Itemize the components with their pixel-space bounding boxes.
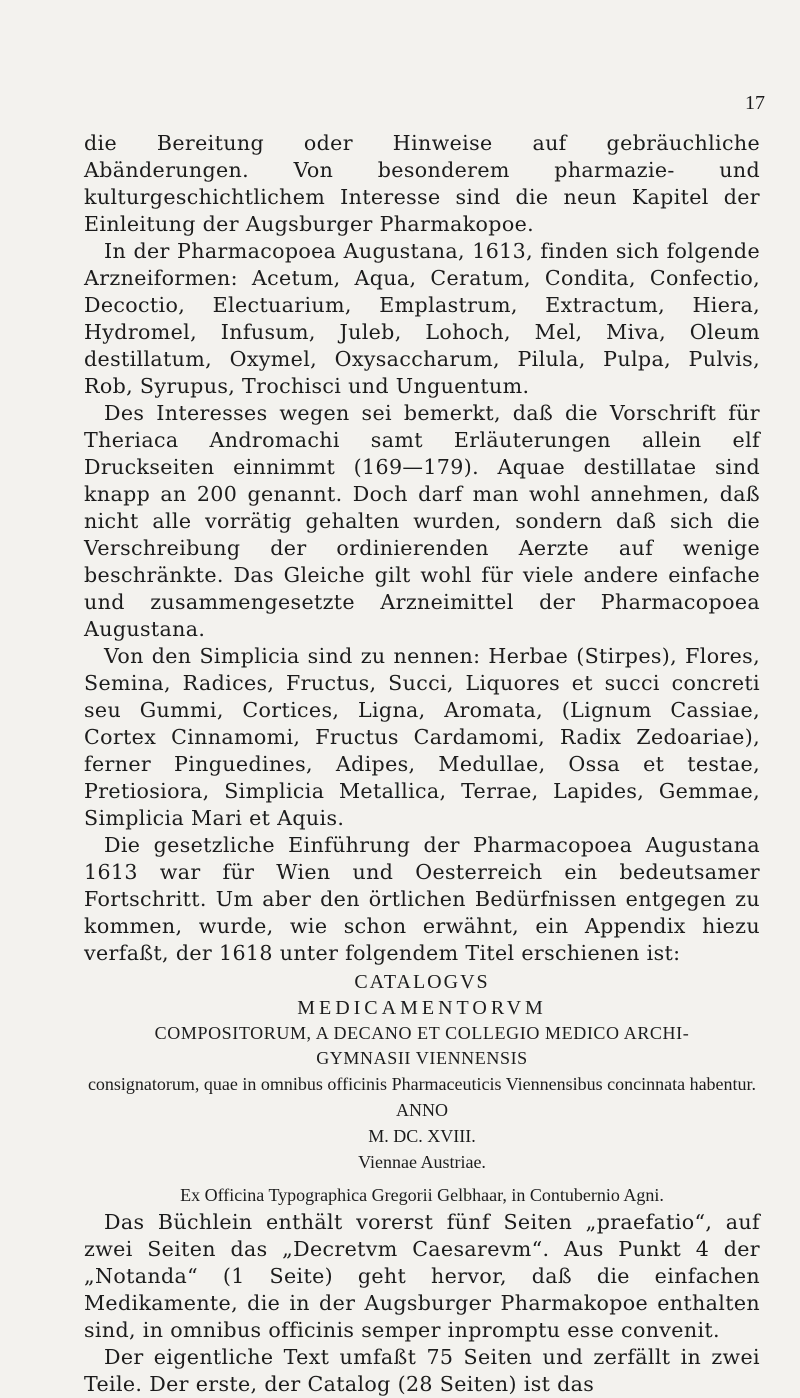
catalog-body: consignatorum, quae in omnibus officinis Pharmaceuticis Viennensibus concinnata habentur. <box>87 1074 757 1094</box>
paragraph-4: Von den Simplicia sind zu nennen: Herbae (Stirpes), Flores, Semina, Radices, Fructus, Succi, Liquores et succi concreti seu Gummi, Cortices, Ligna, Aromata, (Lignum Cassiae, Cortex Cinnamomi, Fructus Cardamomi, Radix Zedoariae), ferner Pinguedines, Adipes, Medullae, Ossa et testae, Pretiosiora, Simplicia Metallica, Terrae, Lapides, Gemmae, Simplicia Mari et Aquis. <box>84 644 760 830</box>
paragraph-3: Des Interesses wegen sei bemerkt, daß die Vorschrift für Theriaca Andromachi samt Erläuterungen allein elf Druckseiten einnimmt (169—179). Aquae destillatae sind knapp an 200 genannt. Doch darf man wohl annehmen, daß nicht alle vorrätig gehalten wurden, sondern daß sich die Verschreibung der ordinierenden Aerzte auf wenige beschränkte. Das Gleiche gilt wohl für viele andere einfache und zusammengesetzte Arzneimittel der Pharmacopoea Augustana. <box>84 401 760 641</box>
catalog-place: Viennae Austriae. <box>358 1152 486 1172</box>
paragraph-6: Das Büchlein enthält vorerst fünf Seiten „praefatio“, auf zwei Seiten das „Decretvm Caesarevm“. Aus Punkt 4 der „Notanda“ (1 Seite) geht hervor, daß die einfachen Medikamente, die in der Augsburger Pharmakopoe enthalten sind, in omnibus officinis semper inpromptu esse convenit. <box>84 1210 760 1342</box>
catalog-imprint: Ex Officina Typographica Gregorii Gelbhaar, in Contubernio Agni. <box>180 1185 664 1205</box>
catalog-anno: ANNO <box>396 1100 448 1120</box>
catalog-title: CATALOGVS <box>354 971 490 993</box>
paragraph-7: Der eigentliche Text umfaßt 75 Seiten und zerfällt in zwei Teile. Der erste, der Catalog (28 Seiten) ist das <box>84 1345 760 1396</box>
page-number: 17 <box>745 92 765 114</box>
paragraph-1: die Bereitung oder Hinweise auf gebräuchliche Abänderungen. Von besonderem pharmazie- und kulturgeschichtlichem Interesse sind die neun Kapitel der Einleitung der Augsburger Pharmakopoe. <box>84 131 760 236</box>
body-text <box>84 130 760 1398</box>
paragraph-2: In der Pharmacopoea Augustana, 1613, finden sich folgende Arzneiformen: Acetum, Aqua, Ceratum, Condita, Confectio, Decoctio, Electuarium, Emplastrum, Extractum, Hiera, Hydromel, Infusum, Juleb, Lohoch, Mel, Miva, Oleum destillatum, Oxymel, Oxysaccharum, Pilula, Pulpa, Pulvis, Rob, Syrupus, Trochisci und Unguentum. <box>84 239 760 398</box>
catalog-title-block <box>84 969 760 1209</box>
catalog-year: M. DC. XVIII. <box>368 1126 476 1146</box>
catalog-line-2: GYMNASII VIENNENSIS <box>316 1048 528 1068</box>
catalog-line-1: COMPOSITORUM, A DECANO ET COLLEGIO MEDICO ARCHI- <box>154 1023 690 1043</box>
catalog-subtitle: MEDICAMENTORVM <box>297 997 547 1019</box>
paragraph-5: Die gesetzliche Einführung der Pharmacopoea Augustana 1613 war für Wien und Oesterreich ein bedeutsamer Fortschritt. Um aber den örtlichen Bedürfnissen entgegen zu kommen, wurde, wie schon erwähnt, ein Appendix hiezu verfaßt, der 1618 unter folgendem Titel erschienen ist: <box>84 833 760 965</box>
